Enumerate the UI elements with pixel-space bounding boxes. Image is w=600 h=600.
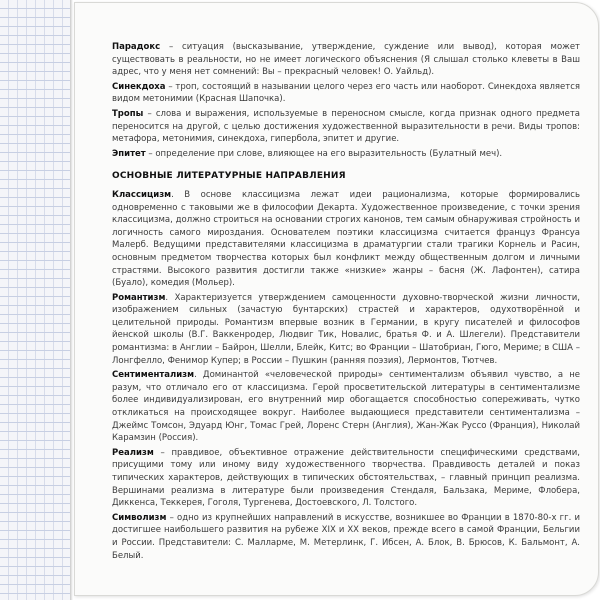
term-label: Классицизм xyxy=(112,189,172,200)
term-definition: – определение при слове, влияющее на его выразительность (Булатный меч). xyxy=(145,148,503,159)
term-label: Реализм xyxy=(112,447,154,458)
term-label: Тропы xyxy=(112,108,144,119)
direction-entry-realism xyxy=(112,447,580,510)
section-title: ОСНОВНЫЕ ЛИТЕРАТУРНЫЕ НАПРАВЛЕНИЯ xyxy=(112,171,346,182)
term-definition: – троп, состоящий в назывании целого через его часть или наоборот. Синекдоха является видом метонимии (Красная Шапочка). xyxy=(112,81,580,105)
direction-entry-sentimentalism xyxy=(112,369,580,445)
term-label: Парадокс xyxy=(112,42,161,52)
notebook-grid-strip xyxy=(0,0,72,600)
term-definition: – одно из крупнейших направлений в искусстве, возникшее во Франции в 1870-80-х гг. и достигшее наибольшего развития на рубеже XIX и XX веков, прежде всего в самой Франции, Бельгии и России. Представители: С. Малларме, М. Метерлинк, Г. Ибсен, А. Блок, В. Брюсов, К. Бальмонт, А. Белый. xyxy=(112,512,580,561)
term-label: Символизм xyxy=(112,512,167,523)
term-definition: – правдивое, объективное отражение действительности специфическими средствами, присущими тому или иному виду художественного творчества. Правдивость деталей и показ типических характеров, действующих в типических обстоятельствах, – главный принцип реализма. Вершинами реализма в литературе были произведения Стендаля, Бальзака, Мериме, Флобера, Диккенса, Теккерея, Гоголя, Тургенева, Достоевского, Л. Толстого. xyxy=(112,447,580,509)
term-definition: . Доминантой «человеческой природы» сентиментализм объявил чувство, а не разум, что отличало его от классицизма. Герой просветительской литературы в сентиментализме более индивидуализирован, его внутренний мир обогащается способностью сопереживать, чутко откликаться на происходящее вокруг. Наиболее выдающиеся представители сентиментализма – Джеймс Томсон, Эдуард Юнг, Томас Грей, Лоренс Стерн (Англия), Жан-Жак Руссо (Франция), Николай Карамзин (Россия). xyxy=(112,370,580,444)
direction-entry-romanticism xyxy=(112,292,580,368)
glossary-entry-epithet xyxy=(112,148,580,161)
glossary-entry-synecdoche xyxy=(112,81,580,106)
term-definition: . Характеризуется утверждением самоценности духовно-творческой жизни личности, изображением сильных (зачастую бунтарских) страстей и характеров, одухотворённой и целительной природы. Романтизм впервые возник в Германии, в кругу писателей и философов йенской школы (В.Г. Ваккенродер, Людвиг Тик, Новалис, братья Ф. и А. Шлегели). Представители романтизма: в Англии – Байрон, Шелли, Блейк, Китс; во Франции – Шатобриан, Гюго, Мериме; в США – Лонгфелло, Фенимор Купер; в России – Пушкин (ранняя поэзия), Лермонтов, Тютчев. xyxy=(112,292,580,366)
term-label: Эпитет xyxy=(112,148,146,159)
term-label: Синекдоха xyxy=(112,81,166,92)
term-definition: – ситуация (высказывание, утверждение, суждение или вывод), которая может существовать в реальности, но не имеет логического объяснения (Я слышал столько клеветы в Ваш адрес, что у меня нет сомнений: Вы – прекрасный человек! О. Уайльд). xyxy=(112,42,580,78)
direction-entry-symbolism xyxy=(112,512,580,562)
term-label: Романтизм xyxy=(112,292,166,303)
page-content xyxy=(112,41,580,564)
term-label: Сентиментализм xyxy=(112,370,195,381)
direction-entry-classicism xyxy=(112,189,580,290)
term-definition: . В основе классицизма лежат идеи рационализма, которые формировались одновременно с таковыми же в философии Декарта. Художественное произведение, с точки зрения классицизма, должно строиться на основании строгих канонов, тем самым обнаруживая стройность и логичность самого мироздания. Основателем поэтики классицизма считается француз Франсуа Малерб. Ведущими представителями классицизма в драматургии стали трагики Корнель и Расин, основным предметом творчества которых был конфликт между общественным долгом и личными страстями. Высокого развития достигли также «низкие» жанры – басня (Ж. Лафонтен), сатира (Буало), комедия (Мольер). xyxy=(112,189,580,289)
glossary-entry-paradox xyxy=(112,41,580,79)
page-fold-shadow xyxy=(70,0,73,600)
glossary-entry-tropes xyxy=(112,108,580,146)
term-definition: – слова и выражения, используемые в переносном смысле, когда признак одного предмета переносится на другой, с целью достижения художественной выразительности в речи. Виды тропов: метафора, метонимия, синекдоха, гипербола, эпитет и другие. xyxy=(112,108,580,145)
